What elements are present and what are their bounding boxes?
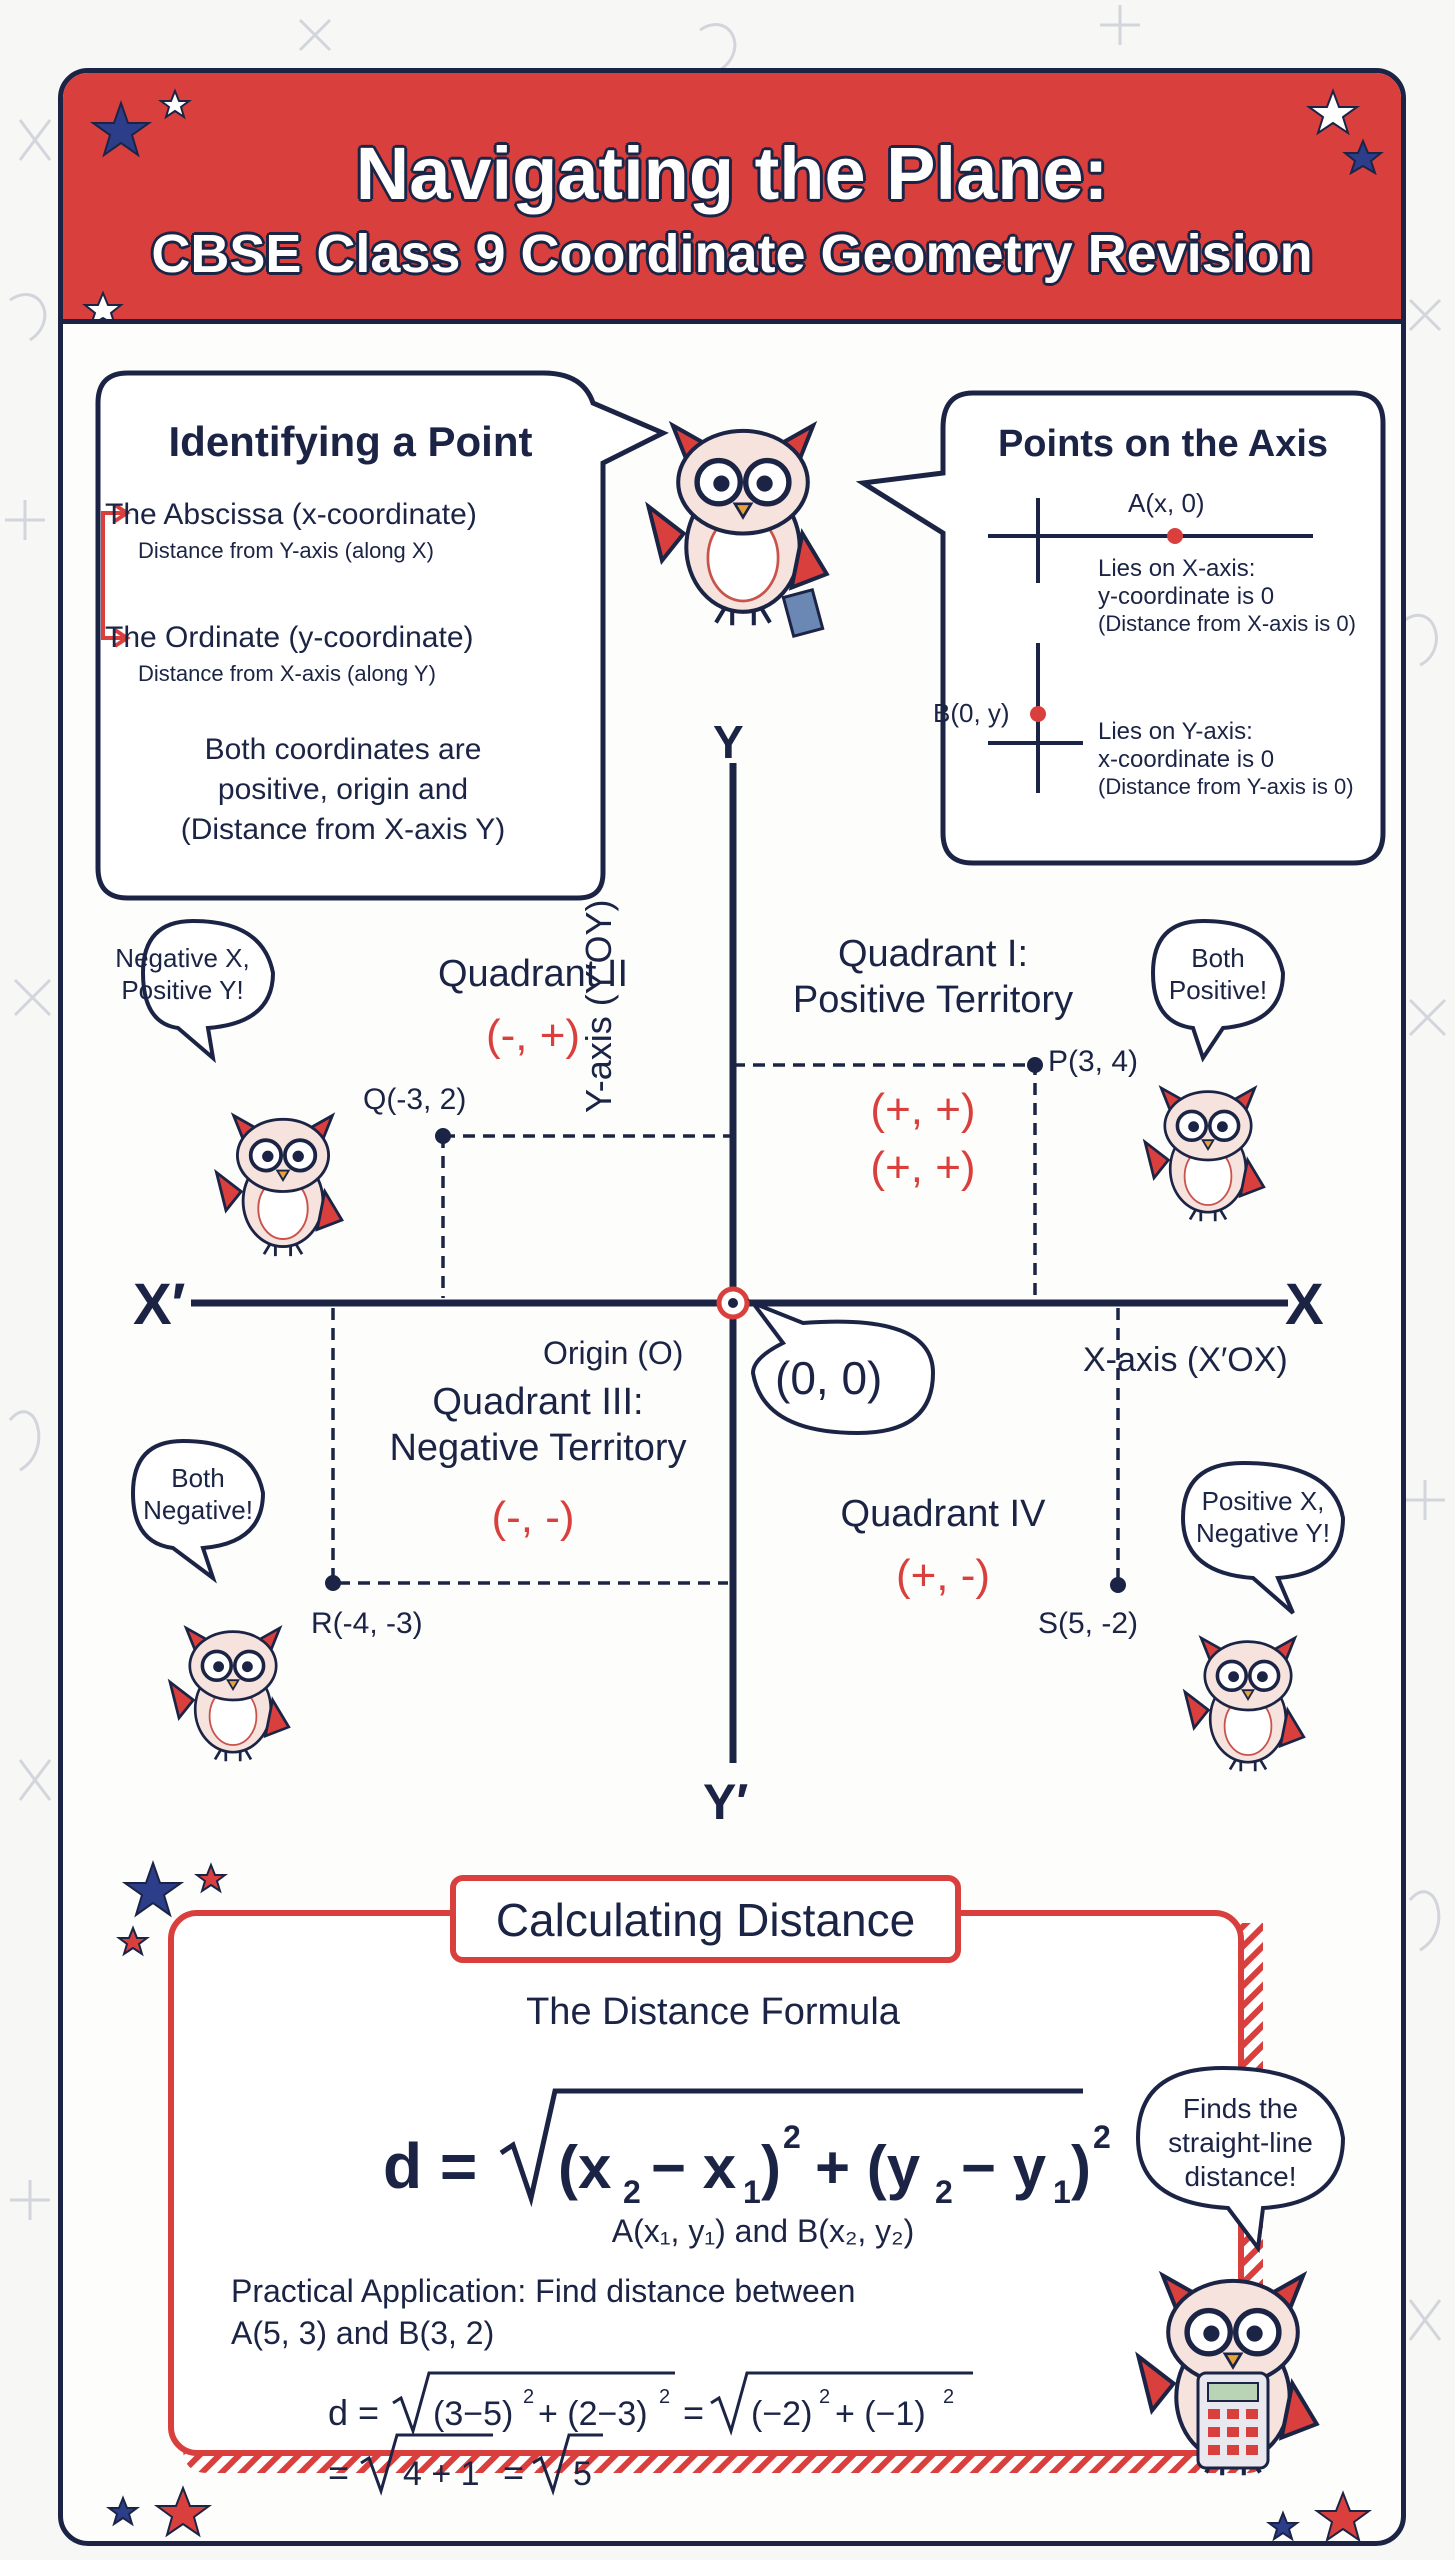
abscissa-label: The Abscissa (x-coordinate) — [105, 498, 477, 531]
y-prime-label: Y′ — [703, 1774, 749, 1830]
svg-text:+ (2−3): + (2−3) — [538, 2395, 648, 2433]
svg-text:): ) — [1071, 2134, 1091, 2201]
distance-bubble-line-3: distance! — [1184, 2161, 1297, 2192]
svg-text:4 + 1: 4 + 1 — [403, 2455, 480, 2493]
owl-mascot-icon — [1145, 1088, 1264, 1221]
owl-mascot-icon — [170, 1628, 289, 1761]
svg-text:(−2): (−2) — [751, 2395, 813, 2433]
q4-sign: (+, -) — [895, 1551, 991, 1600]
axis-points-title: Points on the Axis — [997, 423, 1329, 465]
svg-text:1: 1 — [1053, 2174, 1071, 2210]
bubble-q2-line-2: Positive Y! — [121, 975, 244, 1005]
svg-text:(3−5): (3−5) — [433, 2395, 514, 2433]
point-q-label: Q(-3, 2) — [363, 1083, 467, 1116]
point-b-line-3: (Distance from Y-axis is 0) — [1098, 774, 1354, 799]
point-s-label: S(5, -2) — [1038, 1607, 1139, 1640]
bubble-q1-line-1: Both — [1191, 943, 1245, 973]
y-axis-label: Y — [713, 716, 744, 768]
q2-title: Quadrant II — [437, 953, 629, 995]
star-icon — [197, 1865, 225, 1891]
svg-text:2: 2 — [819, 2386, 831, 2408]
svg-text:1: 1 — [743, 2174, 761, 2210]
ordinate-desc: Distance from X-axis (along Y) — [138, 661, 436, 686]
svg-text:2: 2 — [935, 2174, 953, 2210]
star-icon — [125, 1863, 181, 1915]
point-a-line-3: (Distance from X-axis is 0) — [1098, 611, 1356, 636]
abscissa-desc: Distance from Y-axis (along X) — [138, 538, 434, 563]
owl-mascot-icon — [217, 1116, 342, 1257]
book-icon — [783, 590, 822, 636]
calculator-icon — [1198, 2373, 1268, 2468]
star-icon — [119, 1928, 147, 1954]
page-subtitle: CBSE Class 9 Coordinate Geometry Revision — [151, 224, 1313, 284]
svg-text:2: 2 — [783, 2119, 801, 2155]
x-axis-label: X — [1285, 1272, 1324, 1337]
identify-note-2: positive, origin and — [217, 773, 469, 806]
formula-title: The Distance Formula — [526, 1991, 900, 2033]
q4-title: Quadrant IV — [840, 1493, 1046, 1535]
svg-text:2: 2 — [1093, 2119, 1111, 2155]
q1-sign-1: (+, +) — [870, 1085, 976, 1134]
owl-mascot-icon — [1185, 1638, 1304, 1771]
point-a-line-2: y-coordinate is 0 — [1098, 583, 1275, 610]
svg-text:d =: d = — [328, 2392, 380, 2433]
star-icon — [1269, 2513, 1297, 2539]
bubble-q3-line-2: Negative! — [143, 1495, 253, 1525]
svg-text:2: 2 — [943, 2386, 955, 2408]
svg-text:+ (−1): + (−1) — [835, 2395, 926, 2433]
svg-text:− y: − y — [961, 2134, 1047, 2201]
svg-text:+ (y: + (y — [815, 2134, 921, 2201]
origin-label: Origin (O) — [543, 1335, 684, 1371]
svg-text:2: 2 — [623, 2174, 641, 2210]
svg-text:=: = — [683, 2392, 705, 2433]
practice-line-1: Practical Application: Find distance between — [231, 2273, 856, 2309]
point-q — [435, 1128, 451, 1144]
point-a-label: A(x, 0) — [1128, 488, 1205, 518]
q2-sign: (-, +) — [485, 1011, 581, 1060]
distance-title: Calculating Distance — [495, 1894, 916, 1946]
svg-text:=: = — [503, 2452, 525, 2493]
poster-card — [58, 68, 1406, 2546]
point-r — [325, 1575, 341, 1591]
q1-sign-2: (+, +) — [870, 1143, 976, 1192]
point-b-line-1: Lies on Y-axis: — [1098, 718, 1253, 745]
q3-title-1: Quadrant III: — [432, 1381, 644, 1423]
svg-text:(x: (x — [558, 2134, 612, 2201]
q3-title-2: Negative Territory — [389, 1427, 687, 1469]
q1-title-1: Quadrant I: — [837, 933, 1029, 975]
point-b-label: B(0, y) — [933, 698, 1010, 728]
svg-text:d =: d = — [383, 2130, 478, 2202]
page-title: Navigating the Plane: — [355, 132, 1109, 215]
point-b-line-2: x-coordinate is 0 — [1098, 746, 1275, 773]
x-prime-label: X′ — [133, 1272, 186, 1337]
svg-text:− x: − x — [651, 2134, 737, 2201]
q3-sign: (-, -) — [491, 1493, 575, 1542]
origin-coords: (0, 0) — [775, 1352, 883, 1404]
star-icon — [109, 2498, 137, 2524]
formula-points: A(x₁, y₁) and B(x₂, y₂) — [611, 2213, 915, 2249]
q1-title-2: Positive Territory — [792, 979, 1074, 1021]
point-s — [1110, 1577, 1126, 1593]
x-axis-name: X-axis (X′OX) — [1083, 1341, 1288, 1379]
distance-bubble-line-1: Finds the — [1182, 2093, 1299, 2124]
bubble-q4-line-2: Negative Y! — [1196, 1518, 1330, 1548]
y-axis-name: Y-axis (Y′OY) — [578, 899, 619, 1113]
identify-title: Identifying a Point — [168, 418, 533, 465]
svg-text:): ) — [761, 2134, 781, 2201]
ordinate-label: The Ordinate (y-coordinate) — [105, 621, 474, 654]
bubble-q2-line-1: Negative X, — [115, 943, 250, 973]
star-icon — [1317, 2493, 1369, 2540]
practice-line-2: A(5, 3) and B(3, 2) — [231, 2315, 495, 2351]
svg-text:2: 2 — [523, 2386, 535, 2408]
star-icon — [157, 2488, 209, 2535]
bubble-q1-line-2: Positive! — [1168, 975, 1268, 1005]
point-p-label: P(3, 4) — [1048, 1045, 1139, 1078]
svg-text:2: 2 — [659, 2386, 671, 2408]
identify-note-1: Both coordinates are — [204, 733, 482, 766]
bubble-q3-line-1: Both — [171, 1463, 225, 1493]
point-a-line-1: Lies on X-axis: — [1098, 555, 1256, 582]
svg-text:5: 5 — [573, 2455, 592, 2493]
identify-note-3: (Distance from X-axis Y) — [180, 813, 506, 846]
distance-bubble-line-2: straight-line — [1168, 2127, 1313, 2158]
bubble-q4-line-1: Positive X, — [1201, 1486, 1325, 1516]
point-r-label: R(-4, -3) — [311, 1607, 423, 1640]
point-p — [1027, 1057, 1043, 1073]
svg-text:=: = — [328, 2452, 350, 2493]
